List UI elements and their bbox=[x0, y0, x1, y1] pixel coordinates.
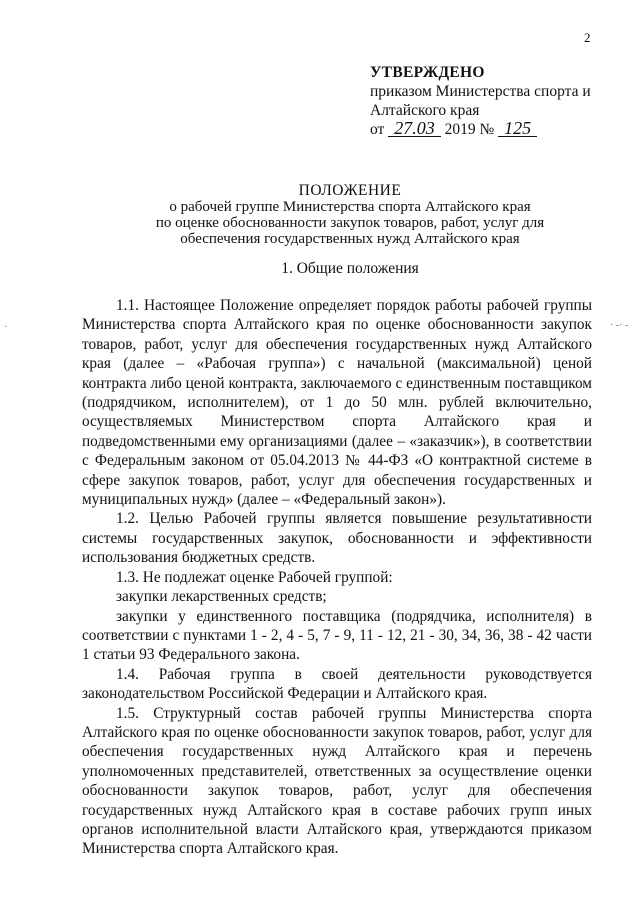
approval-date-line bbox=[370, 120, 620, 139]
approval-heading: УТВЕРЖДЕНО bbox=[370, 64, 485, 81]
document-title bbox=[90, 183, 610, 247]
paragraph-exception-1: закупки лекарственных средств; bbox=[116, 588, 327, 606]
handwritten-number: 125 bbox=[498, 120, 537, 137]
title-line-1: о рабочей группе Министерства спорта Алтайского края bbox=[169, 199, 531, 215]
handwritten-date: 27.03 bbox=[388, 120, 441, 137]
title-line-3: обеспечения государственных нужд Алтайского края bbox=[180, 231, 520, 247]
paragraph-1-5: 1.5. Структурный состав рабочей группы Министерства спорта Алтайского края по оценке обоснованности закупок товаров, работ, услуг для обеспечения государственных нужд Алтайского края и перечень уполномоченных представителей, ответственных за осуществление оценки обоснованности закупок товаров, работ, услуг для обеспечения государственных нужд Алтайского края в составе рабочих групп иных органов исполнительной власти Алтайского края, утверждаются приказом Министерства спорта Алтайского края. bbox=[82, 704, 592, 858]
paragraph-1-4: 1.4. Рабочая группа в своей деятельности руководствуется законодательством Российской Федерации и Алтайского края. bbox=[82, 665, 592, 703]
paragraph-exception-2: закупки у единственного поставщика (подрядчика, исполнителя) в соответствии с пунктами 1 - 2, 4 - 5, 7 - 9, 11 - 12, 21 - 30, 34, 36, 38 - 42 части 1 статьи 93 Федерального закона. bbox=[82, 607, 592, 664]
scan-mark-left: · bbox=[4, 322, 8, 333]
approval-stamp bbox=[370, 63, 620, 139]
paragraph-1-2: 1.2. Целью Рабочей группы является повышение результативности системы государственных закупок, обоснованности и эффективности использования бюджетных средств. bbox=[82, 510, 592, 567]
approval-line-1: приказом Министерства спорта и bbox=[370, 83, 591, 100]
paragraph-1-3: 1.3. Не подлежат оценке Рабочей группой: bbox=[116, 568, 393, 586]
paragraph-1-1: 1.1. Настоящее Положение определяет порядок работы рабочей группы Министерства спорта Алтайского края по оценке обоснованности закупок товаров, работ, услуг для обеспечения государственных нужд Алтайского края (далее – «Рабочая группа») с начальной (максимальной) ценой контракта либо ценой контракта, заключаемого с единственным поставщиком (подрядчиком, исполнителем), от 1 до 50 млн. рублей включительно, осуществляемых Министерством спорта Алтайского края и подведомственными ему организациями (далее – «заказчик»), в соответствии с Федеральным законом от 05.04.2013 № 44-ФЗ «О контрактной системе в сфере закупок товаров, работ, услуг для обеспечения государственных и муниципальных нужд» (далее – «Федеральный закон»). bbox=[82, 297, 592, 509]
title-heading: ПОЛОЖЕНИЕ bbox=[298, 182, 402, 199]
section-title: 1. Общие положения bbox=[281, 260, 419, 277]
document-body bbox=[82, 296, 592, 859]
year-label: 2019 № bbox=[444, 121, 495, 138]
title-line-2: по оценке обоснованности закупок товаров, работ, услуг для bbox=[155, 215, 545, 231]
scan-mark-right: · -· - bbox=[610, 320, 629, 331]
approval-line-2: Алтайского края bbox=[370, 102, 480, 119]
page-number: 2 bbox=[584, 30, 591, 45]
date-prefix: от bbox=[370, 121, 385, 138]
